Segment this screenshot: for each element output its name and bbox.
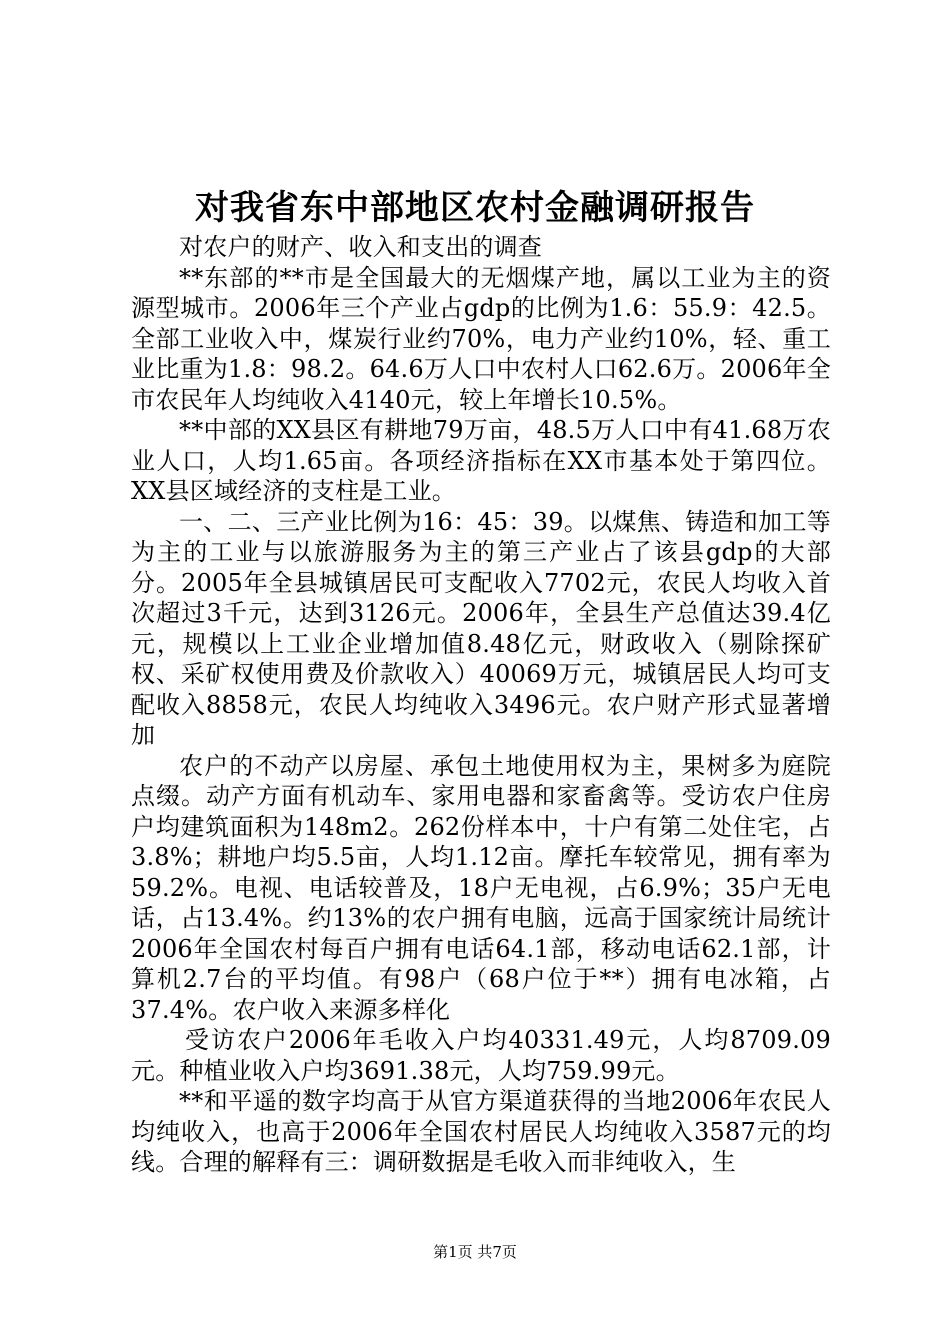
paragraph-7: **和平遥的数字均高于从官方渠道获得的当地2006年农民人均纯收入，也高于2006年全国农村居民人均纯收入3587元的均线。合理的解释有三：调研数据是毛收入而非纯收入，生 [131, 1087, 831, 1176]
paragraph-3: **中部的XX县区有耕地79万亩，48.5万人口中有41.68万农业人口，人均1.65亩。各项经济指标在XX市基本处于第四位。XX县区域经济的支柱是工业。 [131, 416, 831, 505]
paragraph-5: 农户的不动产以房屋、承包土地使用权为主，果树多为庭院点缀。动产方面有机动车、家用电器和家畜禽等。受访农户住房户均建筑面积为148m2。262份样本中，十户有第二处住宅，占3.8%；耕地户均5.5亩，人均1.12亩。摩托车较常见，拥有率为59.2%。电视、电话较普及，18户无电视，占6.9%；35户无电话，占13.4%。约13%的农户拥有电脑，远高于国家统计局统计2006年全国农村每百户拥有电话64.1部，移动电话62.1部，计算机2.7台的平均值。有98户（68户位于**）拥有电冰箱，占37.4%。农户收入来源多样化 [131, 751, 831, 1024]
paragraph-2: **东部的**市是全国最大的无烟煤产地，属以工业为主的资源型城市。2006年三个产业占gdp的比例为1.6：55.9：42.5。全部工业收入中，煤炭行业约70%，电力产业约10%，轻、重工业比重为1.8：98.2。64.6万人口中农村人口62.6万。2006年全市农民年人均纯收入4140元，较上年增长10.5%。 [131, 263, 831, 414]
document-title: 对我省东中部地区农村金融调研报告 [195, 188, 755, 228]
paragraph-6: 受访农户2006年毛收入户均40331.49元，人均8709.09元。种植业收入户均3691.38元，人均759.99元。 [131, 1026, 831, 1085]
paragraph-4: 一、二、三产业比例为16：45：39。以煤焦、铸造和加工等为主的工业与以旅游服务为主的第三产业占了该县gdp的大部分。2005年全县城镇居民可支配收入7702元，农民人均收入首次超过3千元，达到3126元。2006年，全县生产总值达39.4亿元，规模以上工业企业增加值8.48亿元，财政收入（剔除探矿权、采矿权使用费及价款收入）40069万元，城镇居民人均可支配收入8858元，农民人均纯收入3496元。农户财产形式显著增加 [131, 507, 831, 749]
paragraph-1: 对农户的财产、收入和支出的调查 [179, 233, 542, 261]
page-number: 第1页 共7页 [433, 1243, 517, 1261]
document-body [131, 232, 831, 1178]
